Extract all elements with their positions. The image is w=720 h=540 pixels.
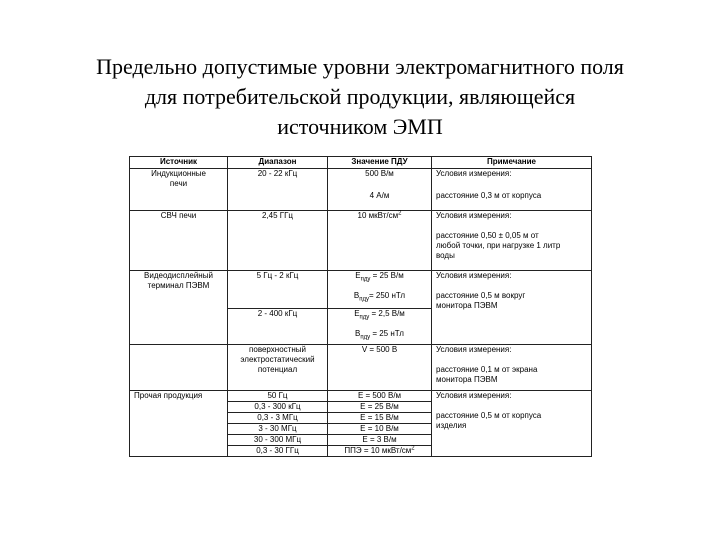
cell-value-other-5: E = 3 В/м <box>328 435 432 446</box>
cell-note-other: Условия измерения: расстояние 0,5 м от корпуса изделия <box>432 391 592 457</box>
title-line-2: для потребительской продукции, являющейся <box>144 84 576 109</box>
cell-source-empty <box>130 345 228 391</box>
emf-limits-table-container <box>129 156 591 465</box>
cell-range-other-4: 3 - 30 МГц <box>228 424 328 435</box>
table-row <box>130 271 592 309</box>
cell-range-other-2: 0,3 - 300 кГц <box>228 402 328 413</box>
cell-range-induction: 20 - 22 кГц <box>228 169 328 211</box>
cell-range-other-1: 50 Гц <box>228 391 328 402</box>
cell-note-video: Условия измерения: расстояние 0,5 м вокруг монитора ПЭВМ <box>432 271 592 345</box>
cell-value-video-1: $E_{пду} = 25$ В/м $B_{пду}= 250$ нТл <box>328 271 432 309</box>
table-row <box>130 391 592 402</box>
title-line-3: источником ЭМП <box>277 114 443 139</box>
cell-value-induction: 500 В/м 4 А/м <box>328 169 432 211</box>
cell-value-microwave: 10 мкВт/$см^2$ <box>328 211 432 271</box>
cell-source-induction: Индукционные печи <box>130 169 228 211</box>
emf-limits-table <box>129 156 592 457</box>
cell-value-other-6: ППЭ = 10 мкВт/$см^2$ <box>328 446 432 457</box>
header-value: Значение ПДУ <box>328 157 432 169</box>
cell-range-electrostatic: поверхностный электростатический потенциал <box>228 345 328 391</box>
cell-note-induction: Условия измерения: расстояние 0,3 м от корпуса <box>432 169 592 211</box>
cell-range-other-6: 0,3 - 30 ГГц <box>228 446 328 457</box>
slide-title <box>0 52 720 142</box>
table-row <box>130 345 592 391</box>
cell-value-other-2: E = 25 В/м <box>328 402 432 413</box>
cell-range-video-1: 5 Гц - 2 кГц <box>228 271 328 309</box>
cell-source-other: Прочая продукция <box>130 391 228 457</box>
cell-source-video: Видеодисплейный терминал ПЭВМ <box>130 271 228 345</box>
cell-range-other-5: 30 - 300 МГц <box>228 435 328 446</box>
cell-value-other-1: E = 500 В/м <box>328 391 432 402</box>
cell-range-other-3: 0,3 - 3 МГц <box>228 413 328 424</box>
cell-range-microwave: 2,45 ГГц <box>228 211 328 271</box>
table-row <box>130 211 592 271</box>
cell-source-microwave: СВЧ печи <box>130 211 228 271</box>
cell-note-electrostatic: Условия измерения: расстояние 0,1 м от экрана монитора ПЭВМ <box>432 345 592 391</box>
title-line-1: Предельно допустимые уровни электромагнитного поля <box>96 54 624 79</box>
table-row <box>130 169 592 211</box>
header-note: Примечание <box>432 157 592 169</box>
cell-value-other-3: E = 15 В/м <box>328 413 432 424</box>
cell-value-other-4: E = 10 В/м <box>328 424 432 435</box>
cell-value-video-2: $E_{пду} = 2,5$ В/м $B_{пду} = 25$ нТл <box>328 309 432 345</box>
header-range: Диапазон <box>228 157 328 169</box>
cell-note-microwave: Условия измерения: расстояние 0,50 ± 0,05 м от любой точки, при нагрузке 1 литр воды <box>432 211 592 271</box>
cell-value-electrostatic: V = 500 В <box>328 345 432 391</box>
cell-range-video-2: 2 - 400 кГц <box>228 309 328 345</box>
table-header-row <box>130 157 592 169</box>
header-source: Источник <box>130 157 228 169</box>
